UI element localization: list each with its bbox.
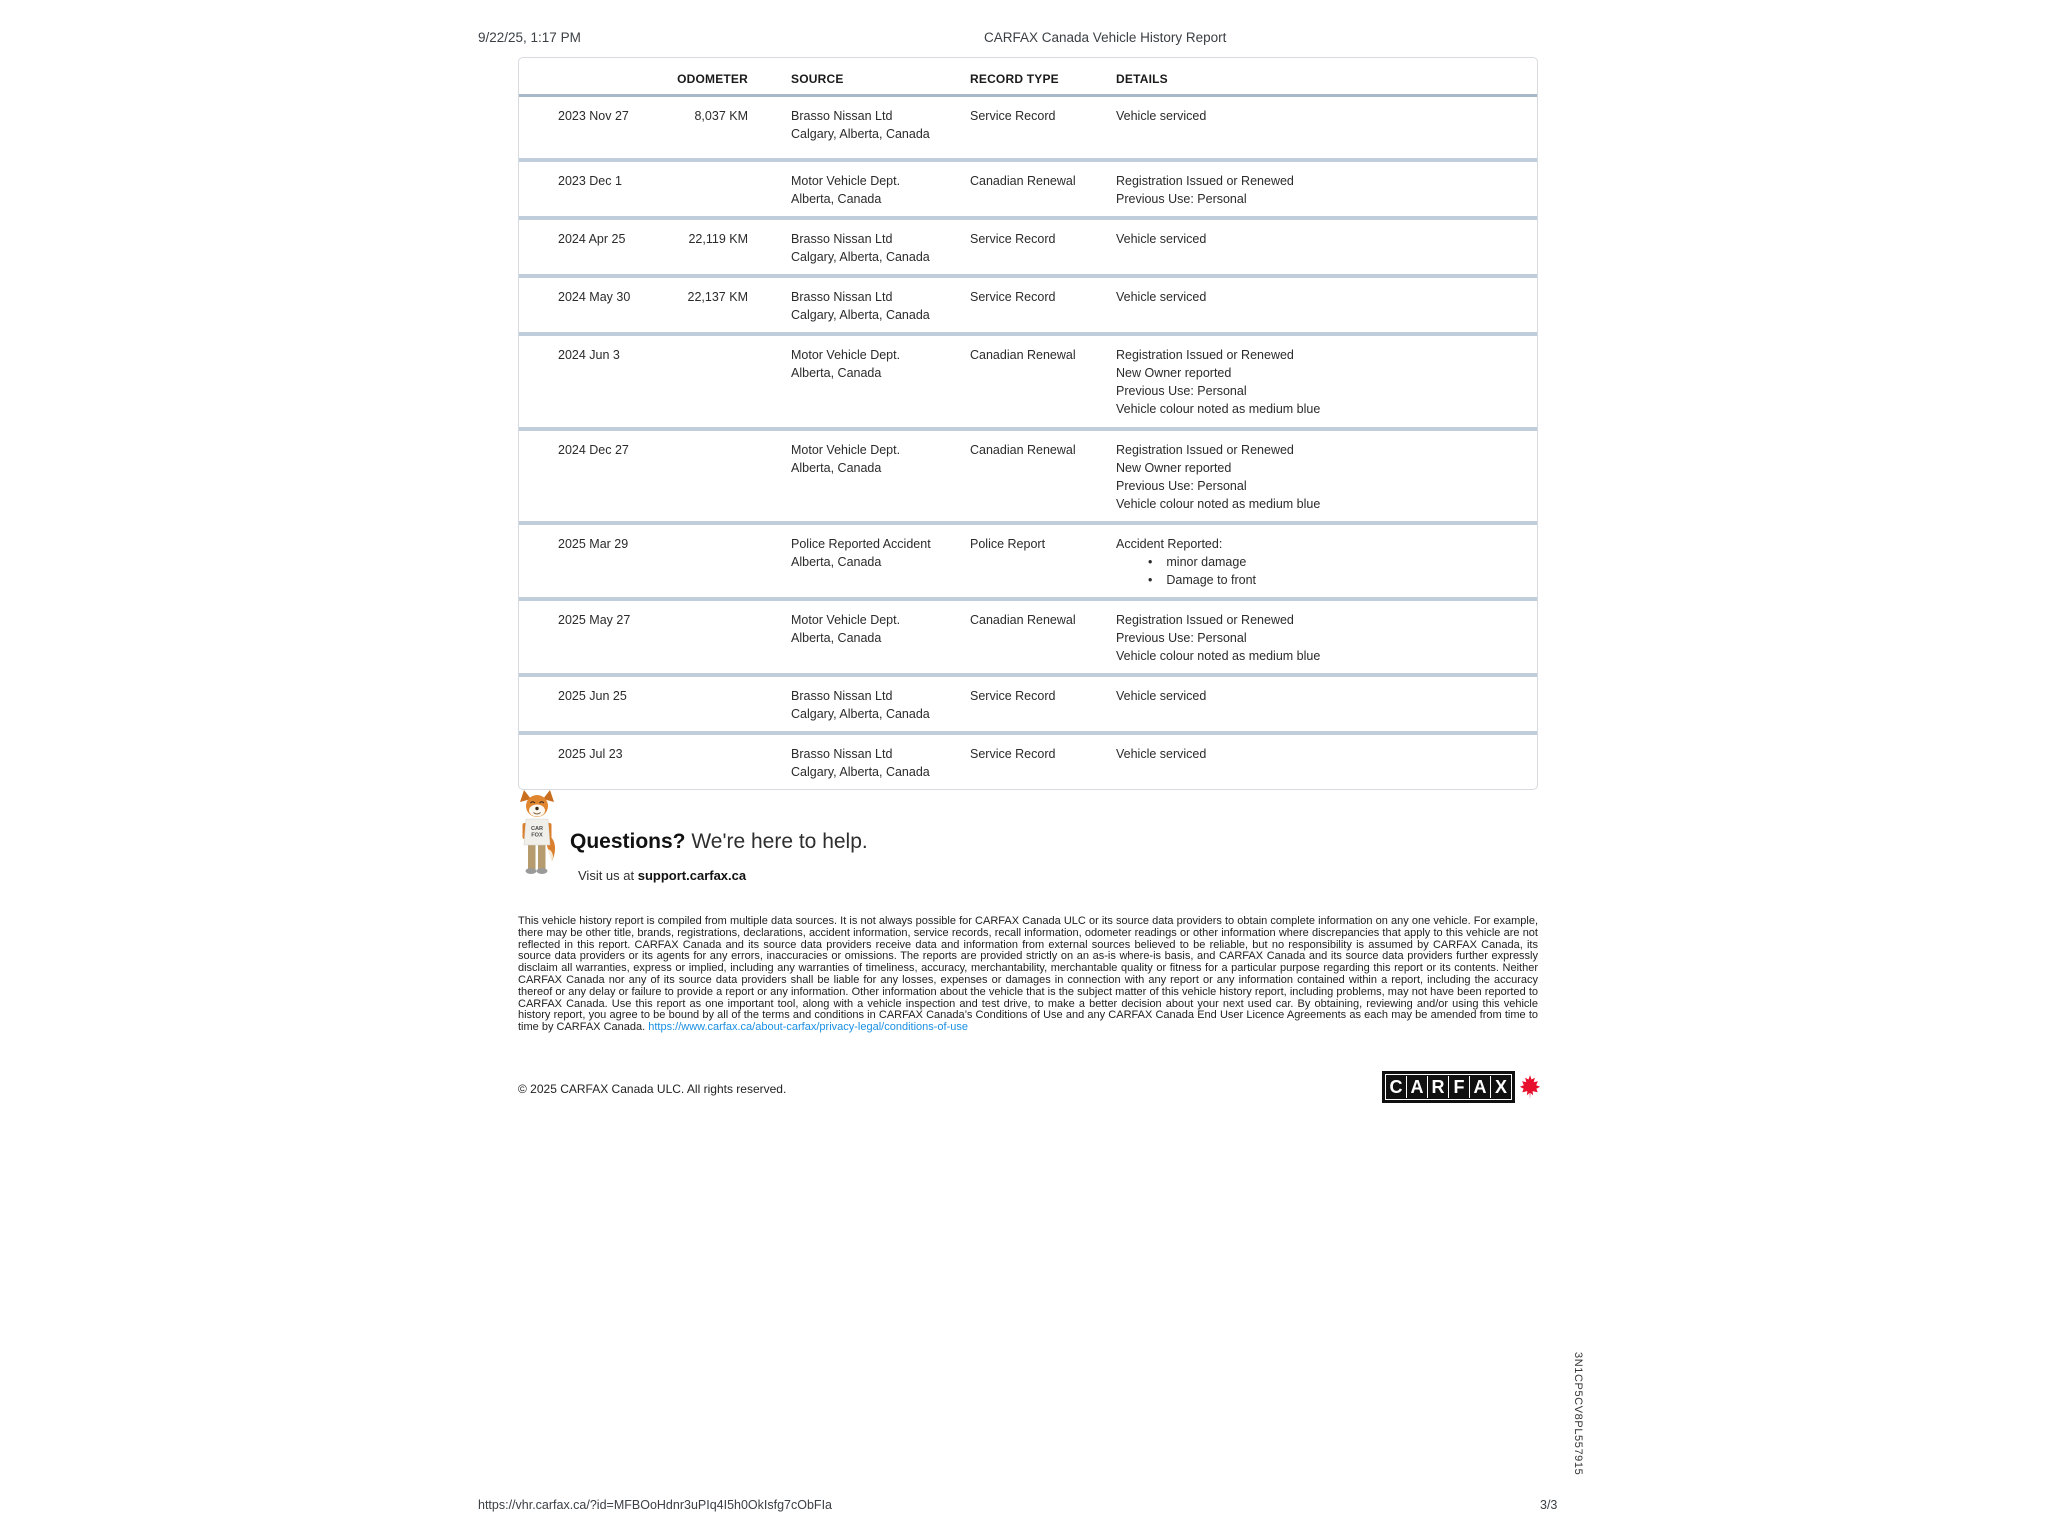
record-date: 2023 Nov 27 [558,109,629,123]
record-spacer [752,535,791,589]
record-spacer [752,441,791,513]
maple-leaf-path [1520,1075,1540,1099]
detail-line: Vehicle serviced [1116,747,1207,761]
logo-letter: X [1494,1077,1507,1097]
detail-line: Vehicle serviced [1116,232,1207,246]
record-odometer: 22,137 KM [687,290,748,304]
source-line: Brasso Nissan Ltd [791,290,893,304]
mascot-shirt-text-1: CAR [530,826,544,832]
table-row [519,332,1537,427]
record-spacer [752,107,791,150]
record-spacer [752,687,791,723]
table-header-row [519,58,1537,97]
detail-line: Registration Issued or Renewed [1116,348,1294,362]
record-source [791,172,970,208]
header-source: SOURCE [791,72,844,86]
source-line: Brasso Nissan Ltd [791,232,893,246]
record-spacer [752,346,791,419]
visit-us-line [578,868,746,883]
record-date: 2024 Jun 3 [558,348,620,362]
source-line: Motor Vehicle Dept. [791,348,901,362]
print-datetime: 9/22/25, 1:17 PM [478,30,581,45]
source-line: Alberta, Canada [791,461,882,475]
record-source [791,535,970,589]
page-number: 3/3 [1540,1498,1558,1512]
detail-line: Previous Use: Personal [1116,192,1247,206]
detail-bullet-line [1116,571,1517,589]
source-line: Calgary, Alberta, Canada [791,250,930,264]
detail-line: Registration Issued or Renewed [1116,174,1294,188]
record-spacer [752,230,791,266]
questions-bold: Questions? [570,830,686,853]
disclaimer-text: This vehicle history report is compiled from multiple data sources. It is not always possible for CARFAX Canada ULC or its source data providers to obtain complete information on any one vehicle. For example, there may be other title, brands, registrations, declarations, accident information, service records, recall information, odometer readings or other information where discrepancies that apply to this vehicle are not reflected in this report. CARFAX Canada and its source data providers receive data and information from external sources believed to be reliable, but no responsibility is assumed by CARFAX Canada, its source data providers or its agents for any errors, inaccuracies or omissions. The reports are provided strictly on an as-is where-is basis, and CARFAX Canada and its source data providers further expressly disclaim all warranties, express or implied, including any warranties of timeliness, accuracy, merchantability, merchantable quality or fitness for a particular purpose regarding this report or its contents. Neither CARFAX Canada nor any of its source data providers shall be liable for any losses, expenses or damages in connection with any report or any information contained within a report, including the accuracy thereof or any delay or failure to provide a report or any information. Other information about the vehicle that is the subject matter of this vehicle history report, including problems, may not have been reported to CARFAX Canada. Use this report as one important tool, along with a vehicle inspection and test drive, to make a better decision about your next used car. By obtaining, reviewing and/or using this vehicle history report, you agree to be bound by all of the terms and conditions in CARFAX Canada’s Conditions of Use and any CARFAX Canada End User Licence Agreements as each may be amended from time to time by CARFAX Canada. [518,915,1538,1034]
visit-prefix: Visit us at [578,868,638,883]
record-type: Canadian Renewal [970,613,1076,627]
record-type: Service Record [970,109,1056,123]
record-details [1116,172,1527,208]
table-row [519,274,1537,332]
record-odometer [662,745,752,781]
record-source [791,288,970,324]
table-row [519,673,1537,731]
record-details [1116,107,1527,150]
record-odometer [662,346,752,419]
record-odometer: 8,037 KM [694,109,748,123]
table-row [519,597,1537,673]
source-line: Brasso Nissan Ltd [791,747,893,761]
record-spacer [752,288,791,324]
source-line: Brasso Nissan Ltd [791,109,893,123]
table-row [519,521,1537,597]
questions-heading [570,830,868,854]
record-date: 2024 Dec 27 [558,443,629,457]
source-line: Brasso Nissan Ltd [791,689,893,703]
logo-letter: A [1407,1076,1428,1098]
detail-line: Registration Issued or Renewed [1116,443,1294,457]
vin-sidebar: 3N1CP5CV8PL557915 [1572,1352,1584,1476]
legal-disclaimer [518,916,1538,1034]
header-record-type: RECORD TYPE [970,72,1059,86]
record-details [1116,535,1527,589]
record-date: 2023 Dec 1 [558,174,622,188]
source-line: Motor Vehicle Dept. [791,613,901,627]
detail-line: New Owner reported [1116,461,1232,475]
bullet-text: Damage to front [1166,573,1257,587]
record-type: Police Report [970,537,1046,551]
record-odometer [662,535,752,589]
record-source [791,230,970,266]
source-line: Alberta, Canada [791,192,882,206]
record-details [1116,288,1527,324]
carfax-logo [1382,1071,1541,1103]
mascot-shirt-text-2: FOX [531,832,543,839]
record-type: Canadian Renewal [970,348,1076,362]
record-type: Service Record [970,689,1056,703]
record-type: Canadian Renewal [970,174,1076,188]
source-line: Alberta, Canada [791,555,882,569]
maple-leaf-icon [1519,1073,1541,1101]
conditions-of-use-link[interactable]: https://www.carfax.ca/about-carfax/privacy-legal/conditions-of-use [648,1021,968,1034]
record-odometer [662,441,752,513]
record-type: Service Record [970,747,1056,761]
record-source [791,107,970,150]
detail-line: Previous Use: Personal [1116,384,1247,398]
record-details [1116,611,1527,665]
table-row [519,97,1537,158]
carfax-logo-wordmark [1382,1071,1515,1103]
detail-bullet-line [1116,553,1517,571]
record-odometer [662,172,752,208]
record-date: 2025 May 27 [558,613,631,627]
record-details [1116,346,1527,419]
table-row [519,427,1537,521]
source-line: Motor Vehicle Dept. [791,174,901,188]
support-link[interactable]: support.carfax.ca [637,868,747,883]
record-date: 2024 Apr 25 [558,232,626,246]
table-row [519,216,1537,274]
logo-letter: R [1428,1076,1449,1098]
bullet-icon: • [1148,555,1153,569]
source-line: Police Reported Accident [791,537,931,551]
detail-line: Registration Issued or Renewed [1116,613,1294,627]
record-type: Service Record [970,290,1056,304]
source-line: Calgary, Alberta, Canada [791,765,930,779]
record-details [1116,441,1527,513]
source-line: Calgary, Alberta, Canada [791,308,930,322]
record-odometer [662,687,752,723]
header-details: DETAILS [1116,72,1168,86]
detail-line: Accident Reported: [1116,537,1223,551]
report-url: https://vhr.carfax.ca/?id=MFBOoHdnr3uPIq4I5h0OkIsfg7cObFIa [478,1498,832,1512]
source-line: Calgary, Alberta, Canada [791,127,930,141]
record-spacer [752,611,791,665]
record-spacer [752,745,791,781]
table-row [519,158,1537,216]
detail-line: Vehicle colour noted as medium blue [1116,402,1321,416]
copyright-line: © 2025 CARFAX Canada ULC. All rights reserved. [518,1082,787,1096]
detail-line: Vehicle serviced [1116,290,1207,304]
record-odometer: 22,119 KM [688,232,748,246]
record-details [1116,687,1527,723]
record-source [791,687,970,723]
source-line: Calgary, Alberta, Canada [791,707,930,721]
record-spacer [752,172,791,208]
logo-letter: A [1470,1076,1491,1098]
record-details [1116,230,1527,266]
table-row [519,731,1537,789]
table-rows [519,97,1537,789]
detail-line: Previous Use: Personal [1116,479,1247,493]
record-type: Canadian Renewal [970,443,1076,457]
header-spacer [752,70,791,88]
record-source [791,611,970,665]
record-date: 2025 Mar 29 [558,537,629,551]
record-date: 2025 Jun 25 [558,689,627,703]
record-details [1116,745,1527,781]
logo-letter: F [1449,1076,1470,1098]
detail-line: Vehicle serviced [1116,689,1207,703]
carfax-fox-mascot [514,789,560,877]
header-odometer: ODOMETER [677,72,748,86]
detail-line: New Owner reported [1116,366,1232,380]
vehicle-history-table [518,57,1538,790]
source-line: Alberta, Canada [791,366,882,380]
detail-line: Previous Use: Personal [1116,631,1247,645]
bullet-text: minor damage [1166,555,1247,569]
record-date: 2025 Jul 23 [558,747,623,761]
record-source [791,441,970,513]
bullet-icon: • [1148,573,1153,587]
header-date [558,70,662,88]
page-title: CARFAX Canada Vehicle History Report [984,30,1227,45]
record-source [791,745,970,781]
detail-line: Vehicle colour noted as medium blue [1116,497,1321,511]
record-source [791,346,970,419]
source-line: Motor Vehicle Dept. [791,443,901,457]
detail-line: Vehicle colour noted as medium blue [1116,649,1321,663]
source-line: Alberta, Canada [791,631,882,645]
logo-letter: C [1386,1076,1407,1098]
record-date: 2024 May 30 [558,290,631,304]
detail-line: Vehicle serviced [1116,109,1207,123]
record-odometer [662,611,752,665]
record-type: Service Record [970,232,1056,246]
questions-rest: We're here to help. [685,830,868,853]
